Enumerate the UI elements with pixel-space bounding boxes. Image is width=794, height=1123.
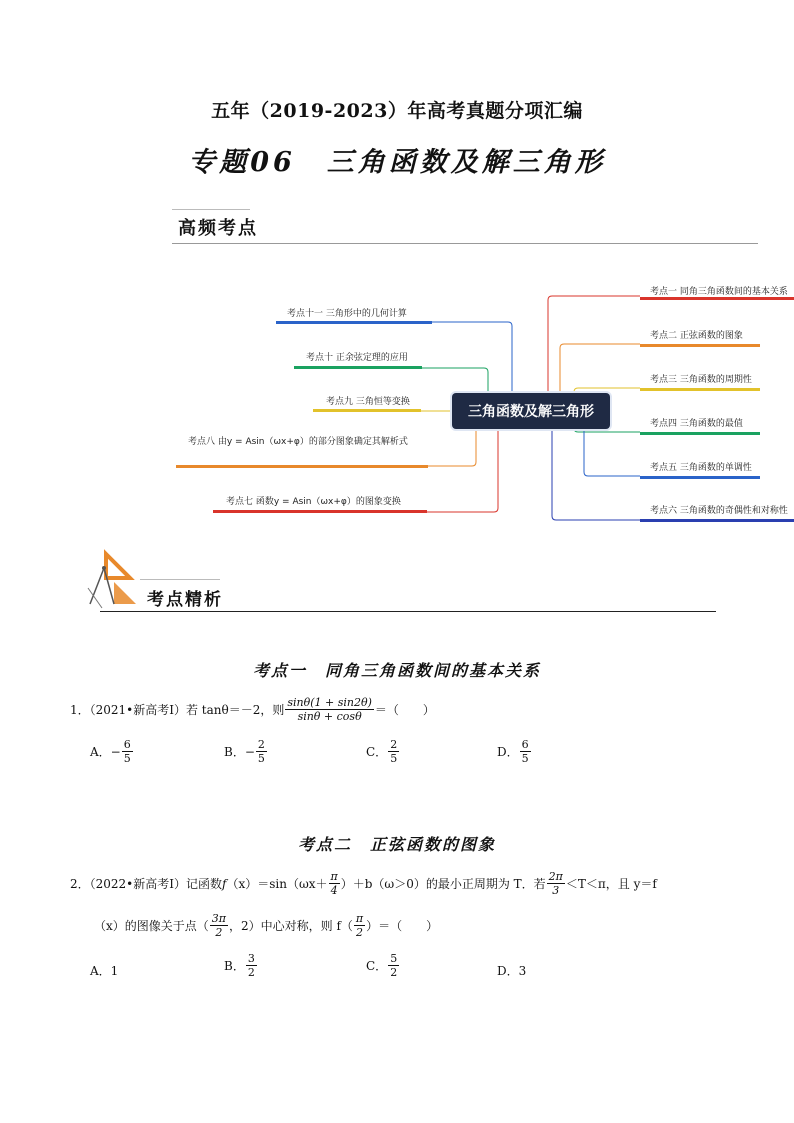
- option-letter: B．: [224, 745, 245, 759]
- question-2-text: 2．（2022•新高考Ⅰ）记函数: [70, 877, 222, 891]
- mindmap-node-left-11: 考点十一 三角形中的几何计算: [287, 309, 407, 319]
- option-numerator: 2: [390, 738, 398, 751]
- option-text: 3: [518, 964, 527, 978]
- mindmap-underline: [176, 465, 428, 468]
- option-a: [90, 962, 118, 979]
- topic-2-heading: 考点二 正弦函数的图象: [297, 835, 496, 854]
- mindmap-underline: [313, 409, 421, 412]
- option-numerator: 3: [247, 952, 255, 965]
- option-denominator: 2: [247, 966, 255, 979]
- option-denominator: 5: [123, 752, 131, 765]
- option-c: [366, 952, 400, 979]
- option-numerator: 2: [257, 738, 265, 751]
- fraction-denominator: 4: [330, 884, 338, 897]
- fraction-denominator: sinθ + cosθ: [297, 710, 362, 723]
- mindmap-node-right-4: 考点四 三角函数的最值: [650, 419, 743, 429]
- fraction-numerator: π: [355, 912, 364, 925]
- option-a: [90, 738, 134, 765]
- mindmap-underline: [213, 510, 427, 513]
- mindmap-underline: [640, 297, 794, 300]
- option-numerator: 6: [123, 738, 131, 751]
- option-letter: A．: [90, 745, 111, 759]
- document-title: 五年（2019-2023）年高考真题分项汇编: [211, 100, 583, 122]
- fraction-numerator: 3π: [211, 912, 227, 925]
- question-1-stem: 1．（2021•新高考Ⅰ）若 tanθ＝－2，则: [70, 703, 285, 717]
- section-divider: [100, 611, 716, 612]
- question-2-text: （x）＝sin（ωx＋: [226, 877, 328, 891]
- question-2-text: ，2）中心对称，则 f（: [229, 919, 353, 933]
- option-denominator: 2: [390, 966, 398, 979]
- mindmap-underline: [276, 321, 432, 324]
- option-b: [224, 738, 268, 765]
- mindmap-node-right-3: 考点三 三角函数的周期性: [650, 375, 752, 385]
- option-numerator: 5: [390, 952, 398, 965]
- option-text: 1: [110, 964, 119, 978]
- option-sign: −: [110, 744, 121, 759]
- section-heading-frequent: 高频考点: [178, 218, 258, 239]
- question-1-stem-end: ＝（ ）: [374, 703, 435, 717]
- option-c: [366, 738, 400, 765]
- option-letter: D．: [497, 745, 519, 759]
- mindmap-node-left-10: 考点十 正余弦定理的应用: [306, 353, 408, 363]
- document-subtitle: 专题06 三角函数及解三角形: [188, 147, 606, 178]
- option-d: [497, 738, 532, 765]
- question-2-func: f: [222, 876, 227, 891]
- section-divider: [140, 579, 220, 580]
- fraction-numerator: π: [330, 870, 338, 883]
- question-2-text: ＜T＜π，且 y＝f: [565, 877, 657, 891]
- question-2-text: ）＝（ ）: [366, 919, 439, 933]
- mindmap-underline: [640, 432, 760, 435]
- mindmap-underline: [640, 519, 794, 522]
- mindmap-underline: [294, 366, 422, 369]
- question-2-line-2: [94, 912, 438, 939]
- mindmap-node-left-8: 考点八 由y = Asin（ωx+φ）的部分图象确定其解析式: [188, 437, 408, 447]
- question-2-text: ）＋b（ω＞0）的最小正周期为 T．若: [340, 877, 546, 891]
- option-denominator: 5: [257, 752, 265, 765]
- fraction-denominator: 3: [552, 884, 560, 897]
- mindmap-center-node: 三角函数及解三角形: [452, 393, 610, 429]
- question-2-line-1: [70, 870, 657, 897]
- topic-1-heading: 考点一 同角三角函数间的基本关系: [252, 661, 541, 680]
- mindmap-node-right-6: 考点六 三角函数的奇偶性和对称性: [650, 506, 788, 516]
- mindmap-node-right-1: 考点一 同角三角函数间的基本关系: [650, 287, 788, 297]
- question-1-fraction: [285, 696, 374, 723]
- fraction-numerator: 2π: [548, 870, 563, 883]
- option-denominator: 5: [521, 752, 529, 765]
- fraction-denominator: 2: [215, 926, 223, 939]
- option-b: [224, 952, 258, 979]
- mindmap-node-right-5: 考点五 三角函数的单调性: [650, 463, 752, 473]
- option-letter: C．: [366, 745, 388, 759]
- drafting-tools-icon: [84, 548, 144, 610]
- section-heading-analysis: 考点精析: [147, 590, 223, 610]
- fraction-denominator: 2: [356, 926, 364, 939]
- option-letter: B．: [224, 959, 245, 973]
- option-letter: D．: [497, 964, 519, 978]
- question-2-text: （x）的图像关于点（: [94, 919, 209, 933]
- option-denominator: 5: [390, 752, 398, 765]
- option-letter: C．: [366, 959, 388, 973]
- mindmap-node-left-9: 考点九 三角恒等变换: [326, 397, 410, 407]
- option-sign: −: [244, 744, 255, 759]
- mindmap-node-left-7: 考点七 函数y = Asin（ωx+φ）的图象变换: [226, 497, 401, 507]
- question-1: [70, 696, 435, 723]
- mindmap-underline: [640, 344, 760, 347]
- mindmap-underline: [640, 476, 760, 479]
- mindmap-node-right-2: 考点二 正弦函数的图象: [650, 331, 743, 341]
- mindmap-connectors: [0, 0, 794, 540]
- mindmap-underline: [640, 388, 760, 391]
- option-numerator: 6: [521, 738, 529, 751]
- fraction-numerator: sinθ(1 + sin2θ): [287, 696, 372, 709]
- option-letter: A．: [90, 964, 111, 978]
- option-d: [497, 962, 526, 979]
